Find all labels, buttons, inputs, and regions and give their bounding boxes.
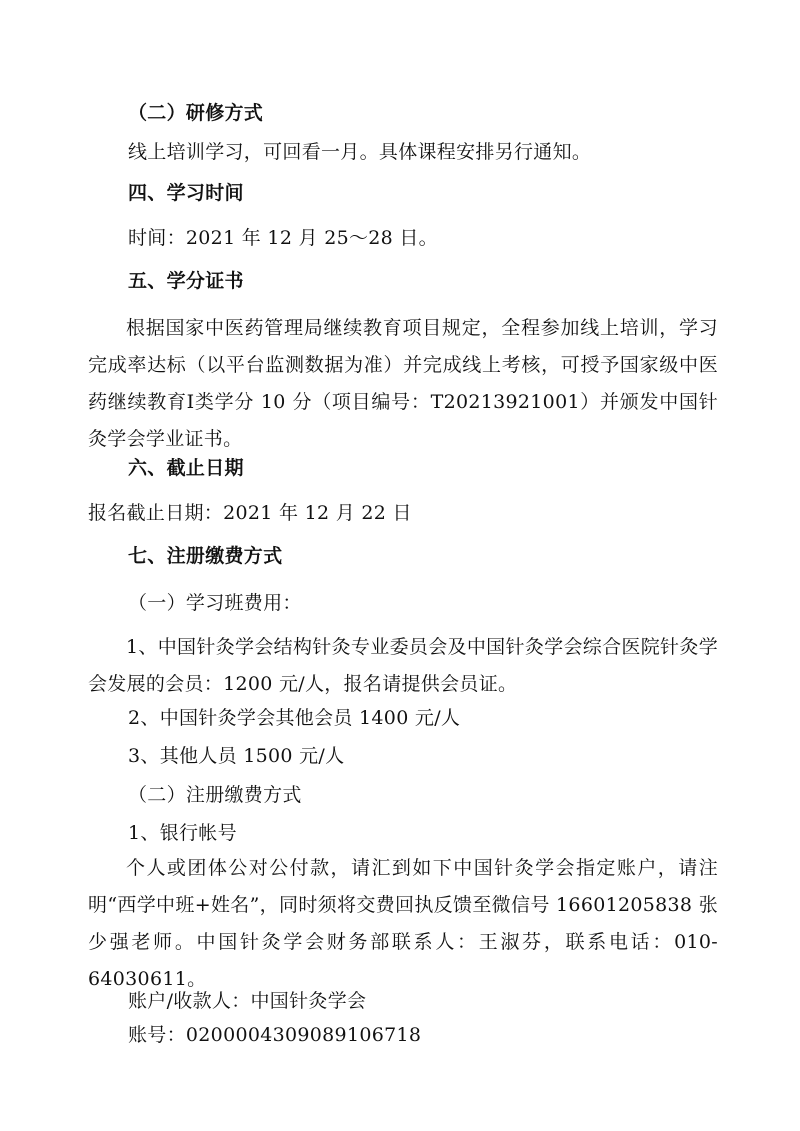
account-number: 账号：0200004309089106718 bbox=[128, 1024, 422, 1046]
bank-transfer-paragraph: 个人或团体公对公付款，请汇到如下中国针灸学会指定账户，请注明“西学中班+姓名”，同时须将交费回执反馈至微信号 16601205838 张少强老师。中国针灸学会财务部联系人：王淑芬，联系电话：010-64030611。 bbox=[88, 857, 718, 990]
credit-certificate-paragraph: 根据国家中医药管理局继续教育项目规定，全程参加线上培训，学习完成率达标（以平台监测数据为准）并完成线上考核，可授予国家级中医药继续教育Ⅰ类学分 10 分（项目编号：T20213921001）并颁发中国针灸学会学业证书。 bbox=[88, 317, 718, 450]
fee-item-1: 1、中国针灸学会结构针灸专业委员会及中国针灸学会综合医院针灸学会发展的会员：1200 元/人，报名请提供会员证。 bbox=[88, 636, 718, 695]
fee-heading: （一）学习班费用： bbox=[128, 592, 302, 614]
bank-account-heading: 1、银行帐号 bbox=[128, 822, 237, 844]
section-6-heading: 六、截止日期 bbox=[128, 457, 244, 479]
fee-item-3: 3、其他人员 1500 元/人 bbox=[128, 745, 345, 767]
deadline-text: 报名截止日期：2021 年 12 月 22 日 bbox=[88, 502, 412, 524]
account-name: 账户/收款人：中国针灸学会 bbox=[128, 990, 367, 1012]
study-time-text: 时间：2021 年 12 月 25～28 日。 bbox=[128, 227, 438, 249]
study-mode-text: 线上培训学习，可回看一月。具体课程安排另行通知。 bbox=[128, 141, 592, 163]
fee-item-2: 2、中国针灸学会其他会员 1400 元/人 bbox=[128, 707, 461, 729]
section-5-heading: 五、学分证书 bbox=[128, 270, 244, 292]
study-mode-heading: （二）研修方式 bbox=[128, 102, 264, 124]
payment-heading: （二）注册缴费方式 bbox=[128, 784, 302, 806]
section-4-heading: 四、学习时间 bbox=[128, 182, 244, 204]
section-7-heading: 七、注册缴费方式 bbox=[128, 545, 283, 567]
